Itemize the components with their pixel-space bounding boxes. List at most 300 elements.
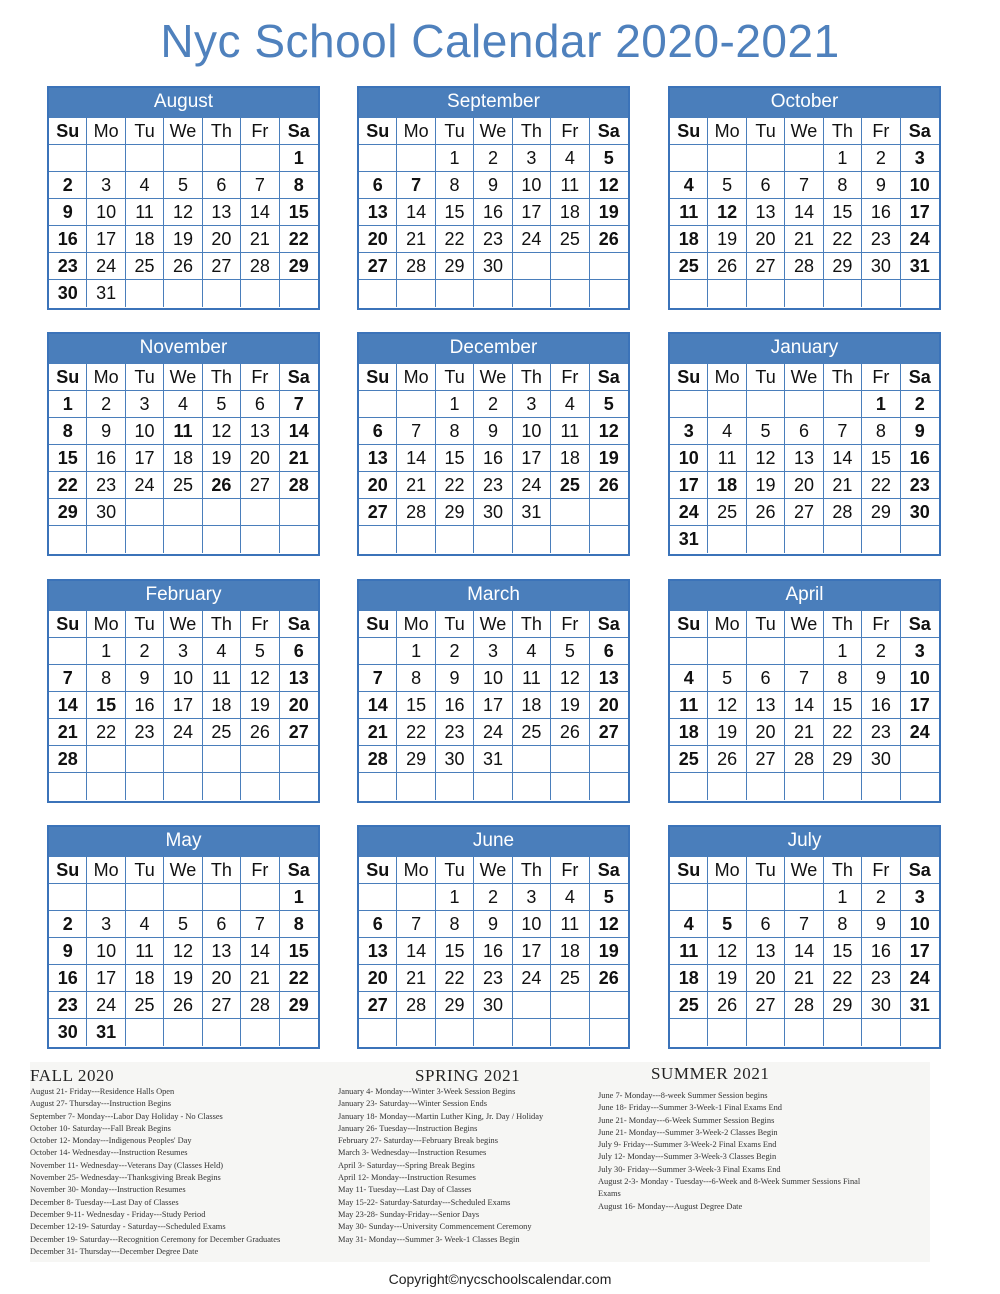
- empty-cell: [359, 526, 397, 553]
- day-cell: 22: [397, 719, 435, 746]
- day-cell: 9: [436, 665, 474, 692]
- day-cell: 28: [241, 992, 279, 1019]
- day-cell: 29: [436, 253, 474, 280]
- day-cell: 6: [590, 638, 628, 665]
- month-title: May: [49, 827, 318, 857]
- day-cell: 15: [280, 938, 318, 965]
- month-july: [668, 825, 941, 1049]
- day-cell: 4: [708, 418, 746, 445]
- day-cell: 9: [862, 911, 900, 938]
- day-cell: 21: [359, 719, 397, 746]
- weekday-header: Th: [203, 364, 241, 391]
- day-cell: 8: [436, 172, 474, 199]
- day-cell: 18: [203, 692, 241, 719]
- day-cell: 14: [49, 692, 87, 719]
- empty-cell: [436, 773, 474, 800]
- day-cell: 20: [359, 472, 397, 499]
- empty-cell: [203, 884, 241, 911]
- day-cell: 22: [280, 965, 318, 992]
- day-cell: 4: [513, 638, 551, 665]
- empty-cell: [670, 884, 708, 911]
- day-cell: 10: [87, 938, 125, 965]
- day-cell: 8: [397, 665, 435, 692]
- month-december: [357, 332, 630, 556]
- day-cell: 21: [397, 472, 435, 499]
- empty-cell: [397, 884, 435, 911]
- day-cell: 20: [785, 472, 823, 499]
- day-cell: 7: [824, 418, 862, 445]
- day-cell: 29: [280, 253, 318, 280]
- day-cell: 7: [785, 665, 823, 692]
- empty-cell: [551, 253, 589, 280]
- empty-cell: [241, 499, 279, 526]
- empty-cell: [49, 145, 87, 172]
- empty-cell: [164, 280, 202, 307]
- empty-cell: [49, 773, 87, 800]
- day-cell: 18: [164, 445, 202, 472]
- empty-cell: [590, 526, 628, 553]
- empty-cell: [280, 773, 318, 800]
- day-cell: 21: [49, 719, 87, 746]
- day-cell: 31: [670, 526, 708, 553]
- empty-cell: [87, 773, 125, 800]
- fall-note-line: October 14- Wednesday---Instruction Resumes: [30, 1148, 188, 1158]
- day-cell: 18: [670, 226, 708, 253]
- empty-cell: [747, 526, 785, 553]
- empty-cell: [708, 280, 746, 307]
- empty-cell: [670, 638, 708, 665]
- empty-cell: [241, 884, 279, 911]
- day-cell: 21: [241, 226, 279, 253]
- day-cell: 19: [708, 965, 746, 992]
- empty-cell: [359, 280, 397, 307]
- day-cell: 20: [359, 226, 397, 253]
- day-cell: 12: [164, 938, 202, 965]
- day-cell: 23: [87, 472, 125, 499]
- day-cell: 28: [785, 253, 823, 280]
- day-cell: 4: [126, 911, 164, 938]
- spring-note-line: January 23- Saturday---Winter Session Ends: [338, 1099, 487, 1109]
- day-cell: 23: [436, 719, 474, 746]
- empty-cell: [785, 1019, 823, 1046]
- day-cell: 18: [551, 199, 589, 226]
- day-cell: 14: [359, 692, 397, 719]
- empty-cell: [551, 992, 589, 1019]
- day-cell: 3: [164, 638, 202, 665]
- day-cell: 17: [670, 472, 708, 499]
- day-cell: 6: [359, 418, 397, 445]
- day-cell: 1: [436, 391, 474, 418]
- empty-cell: [824, 1019, 862, 1046]
- day-cell: 3: [670, 418, 708, 445]
- empty-cell: [590, 499, 628, 526]
- day-cell: 10: [474, 665, 512, 692]
- day-cell: 28: [785, 992, 823, 1019]
- day-cell: 7: [785, 172, 823, 199]
- day-cell: 5: [708, 172, 746, 199]
- day-cell: 8: [824, 172, 862, 199]
- day-cell: 7: [241, 911, 279, 938]
- empty-cell: [164, 1019, 202, 1046]
- day-cell: 13: [241, 418, 279, 445]
- month-days-grid: [359, 857, 628, 1046]
- day-cell: 2: [49, 911, 87, 938]
- day-cell: 10: [513, 418, 551, 445]
- day-cell: 6: [747, 911, 785, 938]
- weekday-header: Tu: [747, 118, 785, 145]
- empty-cell: [126, 526, 164, 553]
- weekday-header: We: [785, 118, 823, 145]
- weekday-header: Mo: [708, 611, 746, 638]
- day-cell: 14: [241, 938, 279, 965]
- fall-note-line: December 31- Thursday---December Degree Date: [30, 1246, 199, 1256]
- day-cell: 13: [359, 199, 397, 226]
- weekday-header: Su: [359, 118, 397, 145]
- day-cell: 29: [436, 499, 474, 526]
- day-cell: 24: [670, 499, 708, 526]
- weekday-header: Tu: [747, 611, 785, 638]
- day-cell: 5: [164, 911, 202, 938]
- day-cell: 2: [862, 884, 900, 911]
- weekday-header: Sa: [590, 364, 628, 391]
- day-cell: 7: [397, 172, 435, 199]
- weekday-header: Su: [359, 857, 397, 884]
- day-cell: 9: [901, 418, 939, 445]
- day-cell: 26: [747, 499, 785, 526]
- empty-cell: [436, 1019, 474, 1046]
- day-cell: 21: [785, 719, 823, 746]
- day-cell: 23: [474, 965, 512, 992]
- weekday-header: Tu: [747, 857, 785, 884]
- day-cell: 4: [551, 145, 589, 172]
- day-cell: 17: [513, 199, 551, 226]
- empty-cell: [126, 1019, 164, 1046]
- empty-cell: [901, 746, 939, 773]
- empty-cell: [901, 526, 939, 553]
- day-cell: 10: [87, 199, 125, 226]
- day-cell: 22: [824, 965, 862, 992]
- day-cell: 7: [280, 391, 318, 418]
- day-cell: 21: [824, 472, 862, 499]
- summer-note-line: August 2-3- Monday - Tuesday---6-Week and 8-Week Summer Sessions Final: [598, 1177, 861, 1187]
- empty-cell: [708, 773, 746, 800]
- empty-cell: [862, 526, 900, 553]
- weekday-header: Su: [49, 118, 87, 145]
- day-cell: 23: [49, 992, 87, 1019]
- day-cell: 28: [397, 992, 435, 1019]
- day-cell: 24: [513, 226, 551, 253]
- day-cell: 19: [747, 472, 785, 499]
- empty-cell: [280, 499, 318, 526]
- weekday-header: Sa: [901, 611, 939, 638]
- day-cell: 22: [862, 472, 900, 499]
- day-cell: 15: [87, 692, 125, 719]
- empty-cell: [513, 280, 551, 307]
- weekday-header: Sa: [901, 364, 939, 391]
- day-cell: 12: [590, 911, 628, 938]
- empty-cell: [164, 499, 202, 526]
- day-cell: 29: [436, 992, 474, 1019]
- month-june: [357, 825, 630, 1049]
- spring-note-line: January 4- Monday---Winter 3-Week Session Begins: [338, 1087, 516, 1096]
- day-cell: 6: [203, 911, 241, 938]
- day-cell: 24: [87, 992, 125, 1019]
- day-cell: 13: [359, 938, 397, 965]
- day-cell: 1: [49, 391, 87, 418]
- empty-cell: [87, 526, 125, 553]
- day-cell: 27: [203, 253, 241, 280]
- empty-cell: [126, 280, 164, 307]
- day-cell: 19: [241, 692, 279, 719]
- day-cell: 7: [397, 418, 435, 445]
- day-cell: 8: [824, 665, 862, 692]
- day-cell: 7: [49, 665, 87, 692]
- spring-note-line: May 15-22- Saturday-Saturday---Scheduled Exams: [338, 1197, 511, 1207]
- day-cell: 13: [747, 199, 785, 226]
- month-title: December: [359, 334, 628, 364]
- day-cell: 28: [280, 472, 318, 499]
- day-cell: 21: [397, 226, 435, 253]
- day-cell: 29: [397, 746, 435, 773]
- day-cell: 28: [397, 499, 435, 526]
- empty-cell: [785, 884, 823, 911]
- day-cell: 26: [590, 965, 628, 992]
- day-cell: 30: [474, 253, 512, 280]
- spring-note-line: May 23-28- Sunday-Friday---Senior Days: [338, 1209, 480, 1219]
- day-cell: 16: [862, 199, 900, 226]
- empty-cell: [474, 280, 512, 307]
- weekday-header: Th: [824, 857, 862, 884]
- weekday-header: Fr: [862, 118, 900, 145]
- empty-cell: [241, 526, 279, 553]
- day-cell: 7: [785, 911, 823, 938]
- day-cell: 3: [901, 145, 939, 172]
- day-cell: 26: [551, 719, 589, 746]
- empty-cell: [359, 773, 397, 800]
- weekday-header: Fr: [241, 857, 279, 884]
- day-cell: 31: [87, 1019, 125, 1046]
- day-cell: 8: [87, 665, 125, 692]
- spring-notes: [338, 1066, 543, 1246]
- day-cell: 13: [203, 199, 241, 226]
- empty-cell: [901, 280, 939, 307]
- day-cell: 12: [708, 692, 746, 719]
- spring-note-line: January 18- Monday---Martin Luther King, Jr. Day / Holiday: [338, 1111, 544, 1121]
- day-cell: 6: [785, 418, 823, 445]
- day-cell: 18: [551, 938, 589, 965]
- day-cell: 3: [87, 172, 125, 199]
- weekday-header: Th: [824, 611, 862, 638]
- empty-cell: [785, 391, 823, 418]
- day-cell: 16: [49, 226, 87, 253]
- day-cell: 4: [670, 665, 708, 692]
- day-cell: 26: [708, 992, 746, 1019]
- day-cell: 2: [474, 884, 512, 911]
- day-cell: 13: [590, 665, 628, 692]
- empty-cell: [359, 1019, 397, 1046]
- day-cell: 18: [708, 472, 746, 499]
- weekday-header: Th: [513, 857, 551, 884]
- day-cell: 16: [474, 199, 512, 226]
- empty-cell: [203, 746, 241, 773]
- fall-note-line: August 27- Thursday---Instruction Begins: [30, 1099, 172, 1109]
- empty-cell: [747, 145, 785, 172]
- empty-cell: [708, 391, 746, 418]
- day-cell: 17: [901, 938, 939, 965]
- empty-cell: [280, 1019, 318, 1046]
- day-cell: 15: [397, 692, 435, 719]
- day-cell: 26: [708, 253, 746, 280]
- day-cell: 5: [551, 638, 589, 665]
- day-cell: 24: [901, 965, 939, 992]
- weekday-header: We: [785, 857, 823, 884]
- empty-cell: [785, 526, 823, 553]
- weekday-header: Tu: [126, 611, 164, 638]
- day-cell: 15: [824, 199, 862, 226]
- summer-note-line: June 7- Monday---8-week Summer Session begins: [598, 1091, 768, 1100]
- empty-cell: [241, 280, 279, 307]
- month-title: September: [359, 88, 628, 118]
- day-cell: 1: [824, 884, 862, 911]
- day-cell: 10: [670, 445, 708, 472]
- day-cell: 19: [590, 938, 628, 965]
- day-cell: 15: [436, 199, 474, 226]
- empty-cell: [87, 746, 125, 773]
- day-cell: 18: [670, 965, 708, 992]
- month-title: July: [670, 827, 939, 857]
- month-title: August: [49, 88, 318, 118]
- weekday-header: Su: [670, 611, 708, 638]
- day-cell: 13: [359, 445, 397, 472]
- day-cell: 30: [862, 746, 900, 773]
- weekday-header: Sa: [590, 857, 628, 884]
- day-cell: 15: [49, 445, 87, 472]
- day-cell: 4: [164, 391, 202, 418]
- day-cell: 29: [824, 253, 862, 280]
- empty-cell: [241, 1019, 279, 1046]
- month-november: [47, 332, 320, 556]
- day-cell: 23: [49, 253, 87, 280]
- empty-cell: [436, 280, 474, 307]
- empty-cell: [280, 746, 318, 773]
- weekday-header: We: [785, 364, 823, 391]
- weekday-header: Fr: [551, 118, 589, 145]
- day-cell: 23: [901, 472, 939, 499]
- day-cell: 4: [670, 172, 708, 199]
- weekday-header: Tu: [436, 611, 474, 638]
- day-cell: 30: [87, 499, 125, 526]
- day-cell: 29: [824, 746, 862, 773]
- empty-cell: [670, 1019, 708, 1046]
- day-cell: 11: [551, 911, 589, 938]
- weekday-header: Th: [513, 611, 551, 638]
- day-cell: 17: [87, 226, 125, 253]
- day-cell: 17: [901, 692, 939, 719]
- day-cell: 25: [126, 253, 164, 280]
- day-cell: 30: [862, 253, 900, 280]
- empty-cell: [203, 526, 241, 553]
- day-cell: 1: [87, 638, 125, 665]
- weekday-header: Sa: [590, 611, 628, 638]
- summer-lines: [598, 1090, 860, 1213]
- day-cell: 18: [670, 719, 708, 746]
- day-cell: 1: [397, 638, 435, 665]
- day-cell: 26: [241, 719, 279, 746]
- summer-note-line: June 18- Friday---Summer 3-Week-1 Final Exams End: [598, 1103, 782, 1113]
- empty-cell: [513, 992, 551, 1019]
- day-cell: 17: [474, 692, 512, 719]
- day-cell: 21: [397, 965, 435, 992]
- weekday-header: Fr: [241, 118, 279, 145]
- empty-cell: [203, 499, 241, 526]
- day-cell: 26: [164, 253, 202, 280]
- weekday-header: Tu: [126, 364, 164, 391]
- month-january: [668, 332, 941, 556]
- day-cell: 13: [203, 938, 241, 965]
- day-cell: 24: [513, 965, 551, 992]
- day-cell: 12: [164, 199, 202, 226]
- empty-cell: [280, 526, 318, 553]
- empty-cell: [551, 526, 589, 553]
- weekday-header: Fr: [551, 611, 589, 638]
- day-cell: 25: [551, 472, 589, 499]
- day-cell: 5: [747, 418, 785, 445]
- day-cell: 15: [824, 692, 862, 719]
- day-cell: 14: [785, 692, 823, 719]
- day-cell: 19: [164, 965, 202, 992]
- empty-cell: [708, 884, 746, 911]
- month-title: February: [49, 581, 318, 611]
- day-cell: 5: [590, 391, 628, 418]
- day-cell: 16: [126, 692, 164, 719]
- empty-cell: [551, 746, 589, 773]
- day-cell: 12: [708, 199, 746, 226]
- day-cell: 1: [436, 145, 474, 172]
- day-cell: 10: [513, 911, 551, 938]
- day-cell: 25: [551, 965, 589, 992]
- day-cell: 30: [474, 992, 512, 1019]
- month-may: [47, 825, 320, 1049]
- day-cell: 11: [164, 418, 202, 445]
- weekday-header: Su: [49, 364, 87, 391]
- day-cell: 2: [862, 638, 900, 665]
- day-cell: 2: [862, 145, 900, 172]
- day-cell: 4: [551, 391, 589, 418]
- day-cell: 5: [241, 638, 279, 665]
- day-cell: 15: [436, 445, 474, 472]
- empty-cell: [747, 773, 785, 800]
- day-cell: 30: [862, 992, 900, 1019]
- day-cell: 14: [280, 418, 318, 445]
- weekday-header: Mo: [87, 611, 125, 638]
- day-cell: 9: [49, 938, 87, 965]
- day-cell: 16: [436, 692, 474, 719]
- month-title: October: [670, 88, 939, 118]
- day-cell: 16: [901, 445, 939, 472]
- day-cell: 3: [513, 884, 551, 911]
- day-cell: 10: [901, 911, 939, 938]
- spring-note-line: May 30- Sunday---University Commencement Ceremony: [338, 1222, 532, 1232]
- day-cell: 28: [359, 746, 397, 773]
- weekday-header: Mo: [397, 118, 435, 145]
- month-october: [668, 86, 941, 310]
- weekday-header: Tu: [436, 857, 474, 884]
- day-cell: 2: [87, 391, 125, 418]
- fall-note-line: November 25- Wednesday---Thanksgiving Break Begins: [30, 1173, 221, 1183]
- day-cell: 26: [590, 226, 628, 253]
- empty-cell: [49, 638, 87, 665]
- day-cell: 5: [164, 172, 202, 199]
